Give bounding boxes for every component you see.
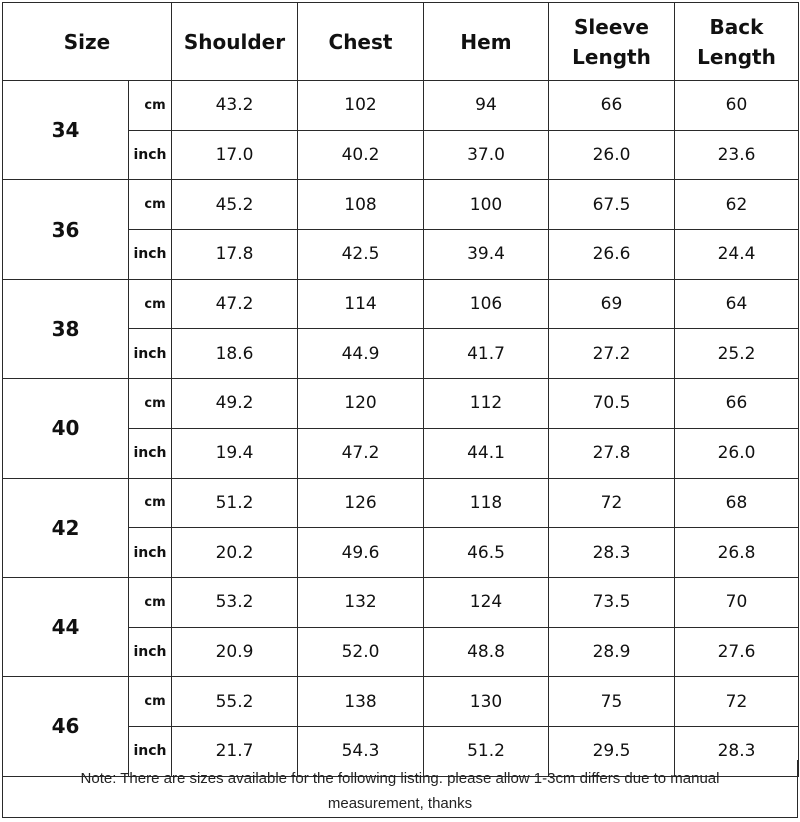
shoulder-value: 20.2 xyxy=(172,528,298,578)
table-row xyxy=(3,81,799,131)
hem-value: 124 xyxy=(424,577,549,627)
sleeve-value: 67.5 xyxy=(549,180,675,230)
chest-value: 52.0 xyxy=(298,627,424,677)
unit-label: cm xyxy=(129,180,172,230)
shoulder-value: 55.2 xyxy=(172,677,298,727)
hem-value: 100 xyxy=(424,180,549,230)
unit-label: inch xyxy=(129,528,172,578)
hem-value: 51.2 xyxy=(424,726,549,776)
unit-label: cm xyxy=(129,81,172,131)
size-label: 38 xyxy=(3,279,129,378)
back-value: 66 xyxy=(675,379,799,429)
unit-label: cm xyxy=(129,478,172,528)
shoulder-value: 18.6 xyxy=(172,329,298,379)
sleeve-value: 28.3 xyxy=(549,528,675,578)
table-row xyxy=(3,478,799,528)
chest-value: 54.3 xyxy=(298,726,424,776)
table-row xyxy=(3,379,799,429)
back-value: 60 xyxy=(675,81,799,131)
sleeve-value: 69 xyxy=(549,279,675,329)
header-back-length xyxy=(675,3,799,81)
unit-label: inch xyxy=(129,130,172,180)
sleeve-value: 26.0 xyxy=(549,130,675,180)
back-value: 70 xyxy=(675,577,799,627)
sleeve-value: 27.2 xyxy=(549,329,675,379)
size-label: 40 xyxy=(3,379,129,478)
size-table-body xyxy=(3,81,799,777)
size-label: 44 xyxy=(3,577,129,676)
hem-value: 94 xyxy=(424,81,549,131)
hem-value: 48.8 xyxy=(424,627,549,677)
chest-value: 138 xyxy=(298,677,424,727)
chest-value: 120 xyxy=(298,379,424,429)
chest-value: 49.6 xyxy=(298,528,424,578)
sleeve-value: 72 xyxy=(549,478,675,528)
header-row xyxy=(3,3,799,81)
chest-value: 108 xyxy=(298,180,424,230)
sleeve-value: 28.9 xyxy=(549,627,675,677)
back-value: 25.2 xyxy=(675,329,799,379)
size-label: 34 xyxy=(3,81,129,180)
sleeve-value: 75 xyxy=(549,677,675,727)
chest-value: 102 xyxy=(298,81,424,131)
chest-value: 44.9 xyxy=(298,329,424,379)
back-value: 23.6 xyxy=(675,130,799,180)
chest-value: 40.2 xyxy=(298,130,424,180)
hem-value: 41.7 xyxy=(424,329,549,379)
back-value: 26.8 xyxy=(675,528,799,578)
chest-value: 47.2 xyxy=(298,428,424,478)
hem-value: 44.1 xyxy=(424,428,549,478)
unit-label: inch xyxy=(129,726,172,776)
sleeve-value: 70.5 xyxy=(549,379,675,429)
table-row xyxy=(3,577,799,627)
shoulder-value: 19.4 xyxy=(172,428,298,478)
unit-label: inch xyxy=(129,329,172,379)
header-sleeve-line1: Sleeve xyxy=(574,14,649,39)
hem-value: 46.5 xyxy=(424,528,549,578)
header-size: Size xyxy=(3,3,172,81)
shoulder-value: 17.0 xyxy=(172,130,298,180)
hem-value: 112 xyxy=(424,379,549,429)
back-value: 28.3 xyxy=(675,726,799,776)
shoulder-value: 17.8 xyxy=(172,230,298,280)
size-label: 42 xyxy=(3,478,129,577)
chest-value: 114 xyxy=(298,279,424,329)
unit-label: cm xyxy=(129,677,172,727)
hem-value: 118 xyxy=(424,478,549,528)
shoulder-value: 43.2 xyxy=(172,81,298,131)
sleeve-value: 73.5 xyxy=(549,577,675,627)
back-value: 68 xyxy=(675,478,799,528)
chest-value: 42.5 xyxy=(298,230,424,280)
hem-value: 106 xyxy=(424,279,549,329)
shoulder-value: 45.2 xyxy=(172,180,298,230)
header-chest: Chest xyxy=(298,3,424,81)
back-value: 26.0 xyxy=(675,428,799,478)
shoulder-value: 53.2 xyxy=(172,577,298,627)
table-row xyxy=(3,677,799,727)
unit-label: inch xyxy=(129,428,172,478)
header-back-line2: Length xyxy=(697,44,776,69)
sleeve-value: 66 xyxy=(549,81,675,131)
size-table xyxy=(2,2,799,777)
header-sleeve-line2: Length xyxy=(572,44,651,69)
table-row xyxy=(3,279,799,329)
sleeve-value: 26.6 xyxy=(549,230,675,280)
back-value: 64 xyxy=(675,279,799,329)
unit-label: inch xyxy=(129,627,172,677)
hem-value: 37.0 xyxy=(424,130,549,180)
unit-label: inch xyxy=(129,230,172,280)
back-value: 72 xyxy=(675,677,799,727)
measurement-note: Note: There are sizes available for the following listing. please allow 1-3cm differs due to manual measurement, thanks xyxy=(2,760,798,818)
unit-label: cm xyxy=(129,279,172,329)
size-label: 36 xyxy=(3,180,129,279)
header-hem: Hem xyxy=(424,3,549,81)
hem-value: 130 xyxy=(424,677,549,727)
shoulder-value: 21.7 xyxy=(172,726,298,776)
shoulder-value: 47.2 xyxy=(172,279,298,329)
size-label: 46 xyxy=(3,677,129,776)
shoulder-value: 20.9 xyxy=(172,627,298,677)
header-shoulder: Shoulder xyxy=(172,3,298,81)
hem-value: 39.4 xyxy=(424,230,549,280)
sleeve-value: 29.5 xyxy=(549,726,675,776)
unit-label: cm xyxy=(129,577,172,627)
chest-value: 132 xyxy=(298,577,424,627)
chest-value: 126 xyxy=(298,478,424,528)
shoulder-value: 49.2 xyxy=(172,379,298,429)
header-sleeve-length xyxy=(549,3,675,81)
back-value: 62 xyxy=(675,180,799,230)
header-back-line1: Back xyxy=(709,14,764,39)
sleeve-value: 27.8 xyxy=(549,428,675,478)
back-value: 27.6 xyxy=(675,627,799,677)
back-value: 24.4 xyxy=(675,230,799,280)
table-row xyxy=(3,180,799,230)
unit-label: cm xyxy=(129,379,172,429)
shoulder-value: 51.2 xyxy=(172,478,298,528)
